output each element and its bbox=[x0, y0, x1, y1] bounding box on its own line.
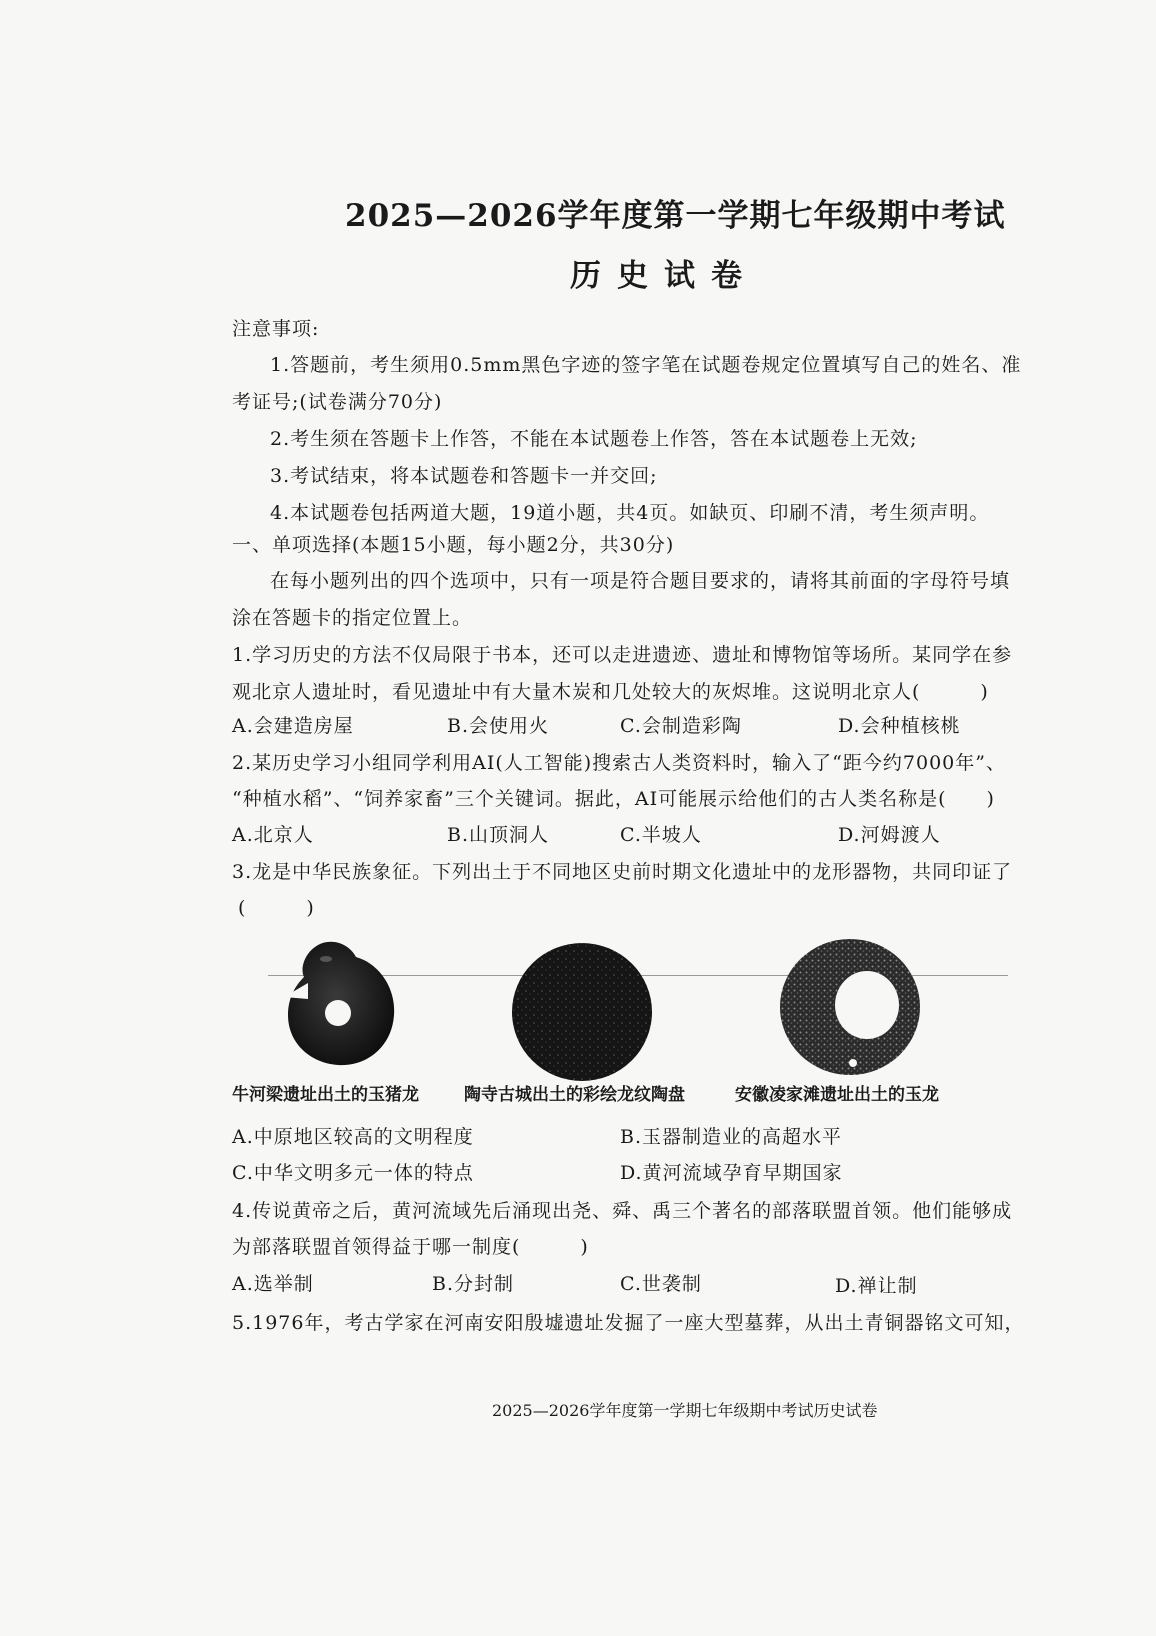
jade-dragon-image bbox=[775, 935, 925, 1080]
q4-option-c: C.世袭制 bbox=[620, 1273, 702, 1295]
q4-option-a: A.选举制 bbox=[232, 1273, 314, 1295]
q2-option-a: A.北京人 bbox=[232, 824, 314, 846]
q3-option-a: A.中原地区较高的文明程度 bbox=[232, 1126, 474, 1148]
painted-dragon-plate-image bbox=[508, 940, 656, 1085]
q3-caption-1: 牛河梁遗址出土的玉猪龙 bbox=[232, 1085, 419, 1105]
notice-item-2: 2.考生须在答题卡上作答，不能在本试题卷上作答，答在本试题卷上无效; bbox=[270, 428, 918, 450]
q3-stem-line1: 3.龙是中华民族象征。下列出土于不同地区史前时期文化遗址中的龙形器物，共同印证了 bbox=[232, 861, 1013, 883]
q3-caption-2: 陶寺古城出土的彩绘龙纹陶盘 bbox=[464, 1085, 685, 1105]
q1-stem-line1: 1.学习历史的方法不仅局限于书本，还可以走进遗迹、遗址和博物馆等场所。某同学在参 bbox=[232, 644, 1013, 666]
notice-heading: 注意事项: bbox=[232, 318, 320, 340]
q3-stem-line2: ( ) bbox=[238, 897, 315, 919]
q2-option-d: D.河姆渡人 bbox=[838, 824, 941, 846]
q4-option-d: D.禅让制 bbox=[835, 1275, 918, 1297]
q1-option-b: B.会使用火 bbox=[447, 715, 550, 737]
q1-option-c: C.会制造彩陶 bbox=[620, 715, 742, 737]
q2-stem-line2: “种植水稻”、“饲养家畜”三个关键词。据此，AI可能展示给他们的古人类名称是( ) bbox=[232, 788, 995, 810]
exam-title: 2025—2026学年度第一学期七年级期中考试 bbox=[345, 198, 1006, 234]
q1-option-a: A.会建造房屋 bbox=[232, 715, 354, 737]
q2-stem-line1: 2.某历史学习小组同学利用AI(人工智能)搜索古人类资料时，输入了“距今约7000年”、 bbox=[232, 752, 1006, 774]
q2-option-b: B.山顶洞人 bbox=[447, 824, 550, 846]
q3-option-c: C.中华文明多元一体的特点 bbox=[232, 1162, 474, 1184]
notice-item-1-line1: 1.答题前，考生须用0.5mm黑色字迹的签字笔在试题卷规定位置填写自己的姓名、准 bbox=[270, 354, 1022, 376]
q4-option-b: B.分封制 bbox=[432, 1273, 515, 1295]
section1-instr-line1: 在每小题列出的四个选项中，只有一项是符合题目要求的，请将其前面的字母符号填 bbox=[270, 570, 1011, 592]
q3-caption-3: 安徽凌家滩遗址出土的玉龙 bbox=[735, 1085, 939, 1105]
notice-item-3: 3.考试结束，将本试题卷和答题卡一并交回; bbox=[270, 465, 658, 487]
q1-option-d: D.会种植核桃 bbox=[838, 715, 961, 737]
jade-pig-dragon-image bbox=[278, 935, 403, 1070]
q4-stem-line2: 为部落联盟首领得益于哪一制度( ) bbox=[232, 1236, 589, 1258]
section1-heading: 一、单项选择(本题15小题，每小题2分，共30分) bbox=[232, 534, 675, 556]
q1-stem-line2: 观北京人遗址时，看见遗址中有大量木炭和几处较大的灰烬堆。这说明北京人( ) bbox=[232, 681, 989, 703]
q5-stem-line1: 5.1976年，考古学家在河南安阳殷墟遗址发掘了一座大型墓葬，从出土青铜器铭文可知， bbox=[232, 1312, 1025, 1334]
q3-option-b: B.玉器制造业的高超水平 bbox=[620, 1126, 843, 1148]
section1-instr-line2: 涂在答题卡的指定位置上。 bbox=[232, 607, 473, 629]
q4-stem-line1: 4.传说黄帝之后，黄河流域先后涌现出尧、舜、禹三个著名的部落联盟首领。他们能够成 bbox=[232, 1200, 1013, 1222]
exam-subtitle: 历史试卷 bbox=[570, 258, 758, 294]
page-footer: 2025—2026学年度第一学期七年级期中考试历史试卷 bbox=[492, 1401, 878, 1420]
notice-item-1-line2: 考证号;(试卷满分70分) bbox=[232, 391, 443, 413]
q2-option-c: C.半坡人 bbox=[620, 824, 702, 846]
notice-item-4: 4.本试题卷包括两道大题，19道小题，共4页。如缺页、印刷不清，考生须声明。 bbox=[270, 502, 990, 524]
q3-option-d: D.黄河流域孕育早期国家 bbox=[620, 1162, 843, 1184]
